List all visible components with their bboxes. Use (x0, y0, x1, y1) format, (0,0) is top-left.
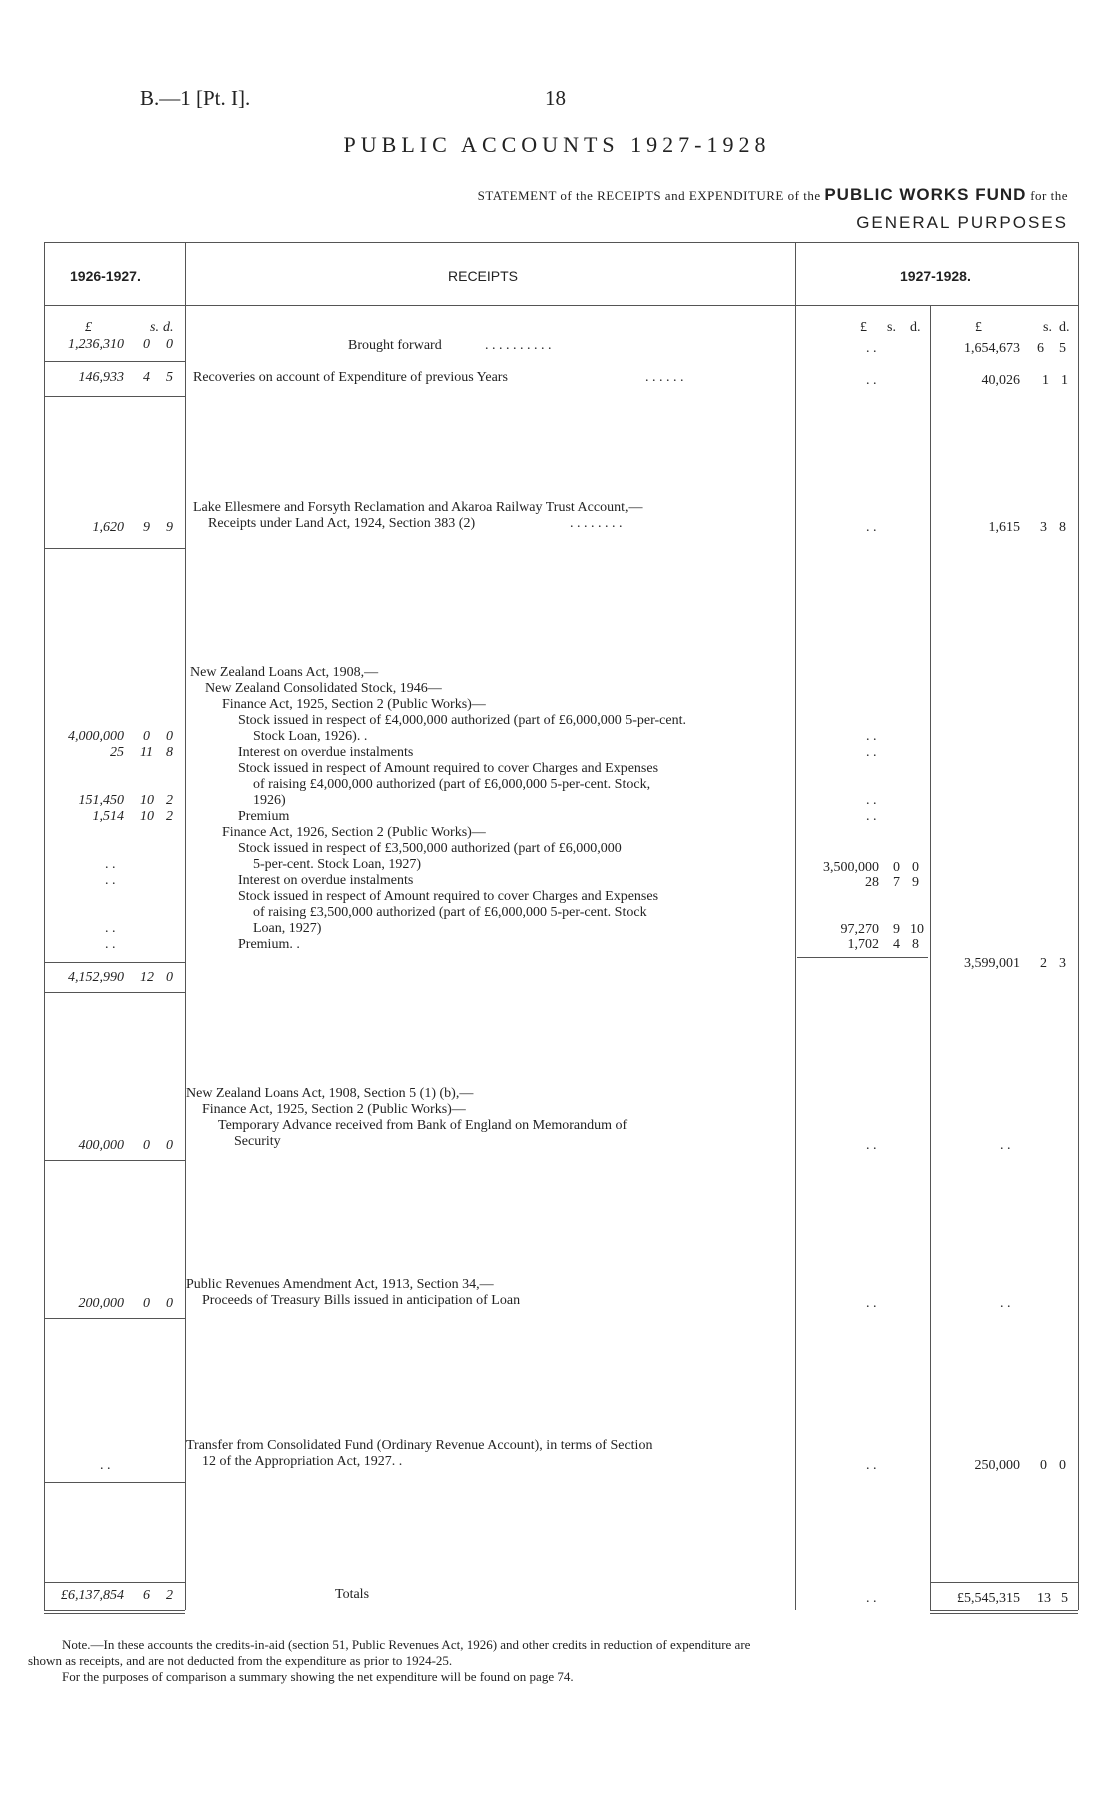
prev-s-label: s. (150, 320, 159, 335)
totals-pence: 5 (1061, 1591, 1068, 1606)
row-label: Transfer from Consolidated Fund (Ordinary Revenue Account), in terms of Section (186, 1438, 653, 1453)
row-label: Stock issued in respect of Amount required to cover Charges and Expenses (238, 761, 659, 776)
subtotal-total-shillings: 2 (1040, 956, 1047, 971)
col-heading-1927-1928: 1927-1928. (900, 268, 971, 284)
prev-value: . . (105, 921, 116, 936)
total-pounds: 1,615 (988, 520, 1020, 535)
subtitle-text-a: STATEMENT of the RECEIPTS and EXPENDITURE of the (477, 188, 821, 203)
inner-pounds: 97,270 (840, 922, 879, 937)
prev-pounds: 25 (110, 745, 124, 760)
row-label: Interest on overdue instalments (238, 873, 414, 888)
prev-pounds: 200,000 (78, 1296, 124, 1311)
document-reference: B.—1 [Pt. I]. (140, 86, 251, 110)
row-label-cont: Loan, 1927) (253, 921, 322, 936)
footnote-line-3: For the purposes of comparison a summary showing the net expenditure will be found on page 74. (62, 1669, 574, 1684)
inner-pence: 0 (912, 860, 919, 875)
prev-shillings: 0 (143, 1296, 150, 1311)
footnote-line-2: shown as receipts, and are not deducted from the expenditure as prior to 1924-25. (28, 1653, 453, 1668)
inner-pounds: 3,500,000 (823, 860, 879, 875)
totals-label: Totals (335, 1587, 370, 1602)
inner-value: . . (866, 1296, 877, 1311)
total-pounds: 1,654,673 (964, 341, 1020, 356)
row-label-cont: of raising £3,500,000 authorized (part of £6,000,000 5-per-cent. Stock (253, 905, 647, 920)
row-dots: . . . . . . . . . . (485, 338, 552, 353)
row-rule (44, 396, 185, 397)
row-label: Interest on overdue instalments (238, 745, 414, 760)
total-shillings: 3 (1040, 520, 1047, 535)
prev-pence: 8 (166, 745, 173, 760)
inner-value: . . (866, 793, 877, 808)
subtotal-prev-pounds: 4,152,990 (68, 970, 124, 985)
total-pence: 0 (1059, 1458, 1066, 1473)
table-top-rule (44, 242, 1078, 243)
statement-subtitle (478, 185, 1068, 205)
inner-shillings: 4 (893, 937, 900, 952)
inner-d-label: d. (910, 320, 921, 335)
totals-double-rule (44, 1610, 185, 1611)
row-dots: . . . . . . (645, 370, 684, 385)
inner-shillings: 0 (893, 860, 900, 875)
prev-shillings: 10 (140, 809, 154, 824)
subtotal-total-pounds: 3,599,001 (964, 956, 1020, 971)
subtotal-rule (797, 957, 928, 958)
totals-double-rule (930, 1613, 1078, 1614)
col-divider-2 (185, 242, 186, 1610)
prev-pence: 0 (166, 1296, 173, 1311)
total-pound-label: £ (975, 320, 982, 335)
row-label-cont: 12 of the Appropriation Act, 1927. . (202, 1454, 403, 1469)
subtitle-text-b: for the (1030, 188, 1068, 203)
group-heading: New Zealand Loans Act, 1908,— (190, 665, 379, 680)
total-pence: 1 (1061, 373, 1068, 388)
prev-pounds: 400,000 (78, 1138, 124, 1153)
page-title: PUBLIC ACCOUNTS 1927-1928 (343, 132, 771, 157)
group-subheading: Finance Act, 1925, Section 2 (Public Works)— (202, 1102, 466, 1117)
prev-value: . . (100, 1458, 111, 1473)
row-label: Brought forward (348, 338, 442, 353)
subtotal-prev-shillings: 12 (140, 970, 154, 985)
inner-value: . . (866, 341, 877, 356)
prev-pounds: 151,450 (78, 793, 124, 808)
prev-pence: 5 (166, 370, 173, 385)
row-label: Recoveries on account of Expenditure of previous Years (193, 370, 508, 385)
prev-pence: 0 (166, 1138, 173, 1153)
total-d-label: d. (1059, 320, 1070, 335)
total-shillings: 0 (1040, 1458, 1047, 1473)
row-rule (44, 1160, 185, 1161)
prev-pence: 0 (166, 729, 173, 744)
total-value: . . (1000, 1138, 1011, 1153)
totals-prev-pence: 2 (166, 1588, 173, 1603)
group-heading: Public Revenues Amendment Act, 1913, Section 34,— (186, 1277, 494, 1292)
footnote-line-1: Note.—In these accounts the credits-in-aid (section 51, Public Revenues Act, 1926) and other credits in reduction of expenditure are (62, 1637, 751, 1652)
row-rule (44, 1318, 185, 1319)
inner-value: . . (866, 729, 877, 744)
prev-pound-label: £ (85, 320, 92, 335)
totals-double-rule (930, 1610, 1078, 1611)
total-shillings: 1 (1042, 373, 1049, 388)
inner-pence: 10 (910, 922, 924, 937)
total-pence: 5 (1059, 341, 1066, 356)
row-label-cont: Stock Loan, 1926). . (253, 729, 368, 744)
prev-d-label: d. (163, 320, 174, 335)
page-number: 18 (545, 86, 566, 110)
total-pounds: 40,026 (981, 373, 1020, 388)
prev-pence: 2 (166, 793, 173, 808)
group-subheading: Finance Act, 1926, Section 2 (Public Works)— (222, 825, 486, 840)
prev-shillings: 4 (143, 370, 150, 385)
col-divider-3 (795, 242, 796, 1610)
prev-shillings: 10 (140, 793, 154, 808)
prev-value: . . (105, 937, 116, 952)
row-label: Stock issued in respect of Amount required to cover Charges and Expenses (238, 889, 659, 904)
prev-value: . . (105, 857, 116, 872)
prev-value: . . (105, 873, 116, 888)
subtitle-general-purposes: GENERAL PURPOSES (856, 213, 1068, 232)
row-label: Lake Ellesmere and Forsyth Reclamation and Akaroa Railway Trust Account,— (193, 500, 643, 515)
total-value: . . (1000, 1296, 1011, 1311)
row-label: Stock issued in respect of £3,500,000 authorized (part of £6,000,000 (238, 841, 622, 856)
row-label: Stock issued in respect of £4,000,000 authorized (part of £6,000,000 5-per-cent. (238, 713, 686, 728)
header-bottom-rule (44, 305, 1078, 306)
group-heading: New Zealand Loans Act, 1908, Section 5 (1) (b),— (186, 1086, 474, 1101)
col-heading-receipts: RECEIPTS (448, 268, 519, 284)
row-label: Premium (238, 809, 290, 824)
row-label: Temporary Advance received from Bank of England on Memorandum of (218, 1118, 628, 1133)
group-subheading: New Zealand Consolidated Stock, 1946— (205, 681, 442, 696)
inner-s-label: s. (887, 320, 896, 335)
row-label-cont: of raising £4,000,000 authorized (part of £6,000,000 5-per-cent. Stock, (253, 777, 651, 792)
inner-shillings: 7 (893, 875, 900, 890)
prev-shillings: 0 (143, 337, 150, 352)
totals-shillings: 13 (1037, 1591, 1051, 1606)
inner-value: . . (866, 1138, 877, 1153)
row-rule (44, 992, 185, 993)
col-divider-4 (930, 305, 931, 1610)
inner-pounds: 1,702 (847, 937, 879, 952)
row-label-cont: 1926) (253, 793, 286, 808)
total-pence: 8 (1059, 520, 1066, 535)
total-s-label: s. (1043, 320, 1052, 335)
row-label: Premium. . (238, 937, 300, 952)
group-subheading: Finance Act, 1925, Section 2 (Public Works)— (222, 697, 486, 712)
prev-pounds: 1,620 (92, 520, 124, 535)
totals-top-rule (44, 1582, 185, 1583)
totals-prev-shillings: 6 (143, 1588, 150, 1603)
subtotal-rule (44, 962, 185, 963)
prev-pence: 9 (166, 520, 173, 535)
totals-double-rule (44, 1613, 185, 1614)
subtitle-fund-name: PUBLIC WORKS FUND (824, 185, 1027, 204)
prev-shillings: 0 (143, 729, 150, 744)
inner-pound-label: £ (860, 320, 867, 335)
row-label-cont: Security (234, 1134, 281, 1149)
inner-pence: 9 (912, 875, 919, 890)
prev-pence: 2 (166, 809, 173, 824)
row-label-cont: Receipts under Land Act, 1924, Section 383 (2) (208, 516, 476, 531)
total-pounds: 250,000 (974, 1458, 1020, 1473)
col-divider-1 (44, 242, 45, 1610)
prev-pounds: 1,514 (92, 809, 124, 824)
prev-shillings: 11 (140, 745, 153, 760)
subtotal-prev-pence: 0 (166, 970, 173, 985)
row-label: Proceeds of Treasury Bills issued in anticipation of Loan (202, 1293, 521, 1308)
prev-pounds: 1,236,310 (68, 337, 124, 352)
inner-value: . . (866, 745, 877, 760)
prev-pence: 0 (166, 337, 173, 352)
row-rule (44, 548, 185, 549)
col-divider-5 (1078, 242, 1079, 1610)
totals-top-rule (930, 1582, 1078, 1583)
inner-value: . . (866, 1458, 877, 1473)
row-label-cont: 5-per-cent. Stock Loan, 1927) (253, 857, 422, 872)
row-rule (44, 1482, 185, 1483)
total-shillings: 6 (1037, 341, 1044, 356)
row-dots: . . . . . . . . (570, 516, 623, 531)
inner-value: . . (866, 1591, 877, 1606)
prev-shillings: 0 (143, 1138, 150, 1153)
inner-pence: 8 (912, 937, 919, 952)
prev-shillings: 9 (143, 520, 150, 535)
col-heading-1926-1927: 1926-1927. (70, 268, 141, 284)
inner-pounds: 28 (865, 875, 879, 890)
prev-pounds: 4,000,000 (68, 729, 124, 744)
inner-value: . . (866, 520, 877, 535)
inner-value: . . (866, 809, 877, 824)
inner-shillings: 9 (893, 922, 900, 937)
totals-pounds: £5,545,315 (957, 1591, 1020, 1606)
subtotal-total-pence: 3 (1059, 956, 1066, 971)
inner-value: . . (866, 373, 877, 388)
row-rule (44, 361, 185, 362)
totals-prev-pounds: £6,137,854 (61, 1588, 124, 1603)
prev-pounds: 146,933 (78, 370, 124, 385)
